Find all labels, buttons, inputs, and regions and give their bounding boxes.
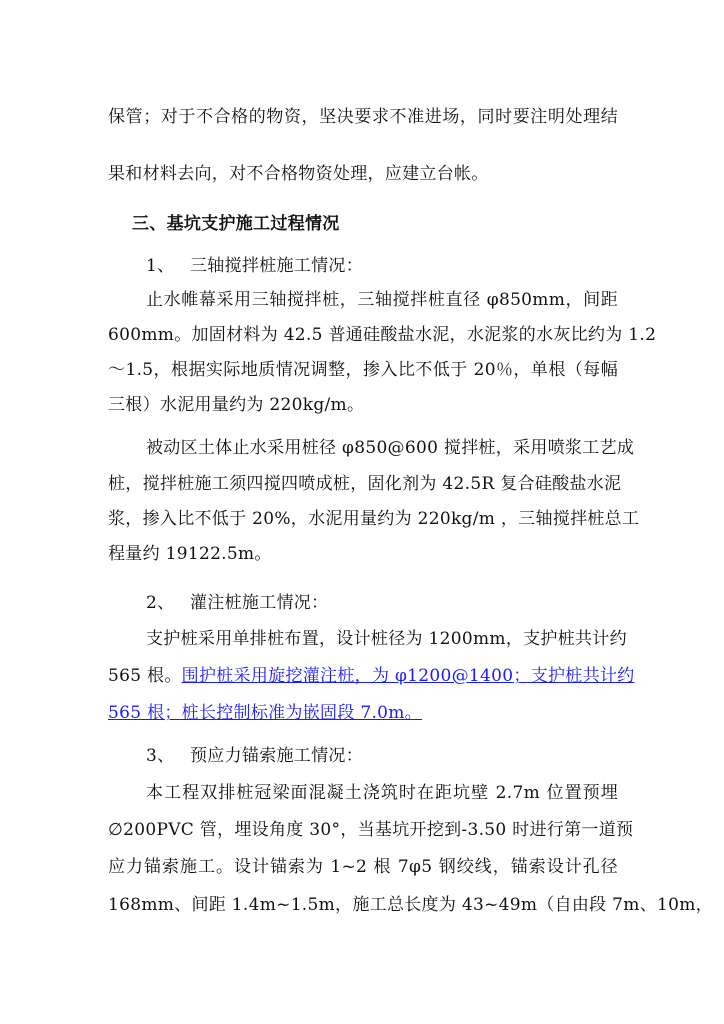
subsection-heading-1 bbox=[146, 254, 656, 278]
paragraph-line: 应力锚索施工。设计锚索为 1~2 根 7φ5 钢绞线，锚索设计孔径 bbox=[108, 857, 618, 877]
subsection-title: 灌注桩施工情况： bbox=[190, 593, 329, 613]
paragraph-line: 果和材料去向，对不合格物资处理，应建立台帐。 bbox=[108, 164, 489, 184]
paragraph-line: 本工程双排桩冠梁面混凝土浇筑时在距坑壁 2.7m 位置预埋 bbox=[146, 783, 618, 803]
paragraph-line: 600mm。加固材料为 42.5 普通硅酸盐水泥，水泥浆的水灰比约为 1.2 bbox=[108, 325, 657, 345]
paragraph-line: 支护桩采用单排桩布置，设计桩径为 1200mm，支护桩共计约 bbox=[146, 629, 627, 649]
paragraph-line bbox=[108, 664, 635, 688]
paragraph-line: 168mm、间距 1.4m~1.5m，施工总长度为 43~49m（自由段 7m、10m， bbox=[108, 895, 713, 915]
line-text: 565 根。 bbox=[108, 666, 182, 686]
hyperlink-text[interactable]: 565 根；桩长控制标准为嵌固段 7.0m。 bbox=[108, 703, 423, 723]
subsection-heading-2 bbox=[146, 591, 656, 615]
subsection-number: 2、 bbox=[146, 593, 175, 613]
subsection-number: 1、 bbox=[146, 256, 175, 276]
section-heading: 三、基坑支护施工过程情况 bbox=[132, 214, 340, 234]
subsection-title: 预应力锚索施工情况： bbox=[190, 746, 363, 766]
paragraph-line: 被动区土体止水采用桩径 φ850@600 搅拌桩，采用喷浆工艺成 bbox=[146, 438, 635, 458]
subsection-heading-3 bbox=[146, 744, 656, 768]
paragraph-line: 桩，搅拌桩施工须四搅四喷成桩，固化剂为 42.5R 复合硅酸盐水泥 bbox=[108, 474, 622, 494]
paragraph-line: 程量约 19122.5m。 bbox=[108, 544, 272, 564]
paragraph-line: 保管；对于不合格的物资，坚决要求不准进场，同时要注明处理结 bbox=[108, 107, 618, 127]
subsection-title: 三轴搅拌桩施工情况： bbox=[190, 256, 363, 276]
paragraph-line bbox=[108, 701, 618, 725]
paragraph-line: 三根）水泥用量约为 220kg/m。 bbox=[108, 395, 365, 415]
paragraph-line: 止水帷幕采用三轴搅拌桩，三轴搅拌桩直径 φ850mm，间距 bbox=[146, 290, 618, 310]
paragraph-line: ∅200PVC 管，埋设角度 30°，当基坑开挖到-3.50 时进行第一道预 bbox=[108, 820, 634, 840]
hyperlink-text[interactable]: 围护桩采用旋挖灌注桩，为 φ1200@1400；支护桩共计约 bbox=[181, 666, 635, 686]
paragraph-line: 浆，掺入比不低于 20%，水泥用量约为 220kg/m ，三轴搅拌桩总工 bbox=[108, 509, 640, 529]
paragraph-line: ～1.5，根据实际地质情况调整，掺入比不低于 20％，单根（每幅 bbox=[108, 360, 618, 380]
subsection-number: 3、 bbox=[146, 746, 175, 766]
